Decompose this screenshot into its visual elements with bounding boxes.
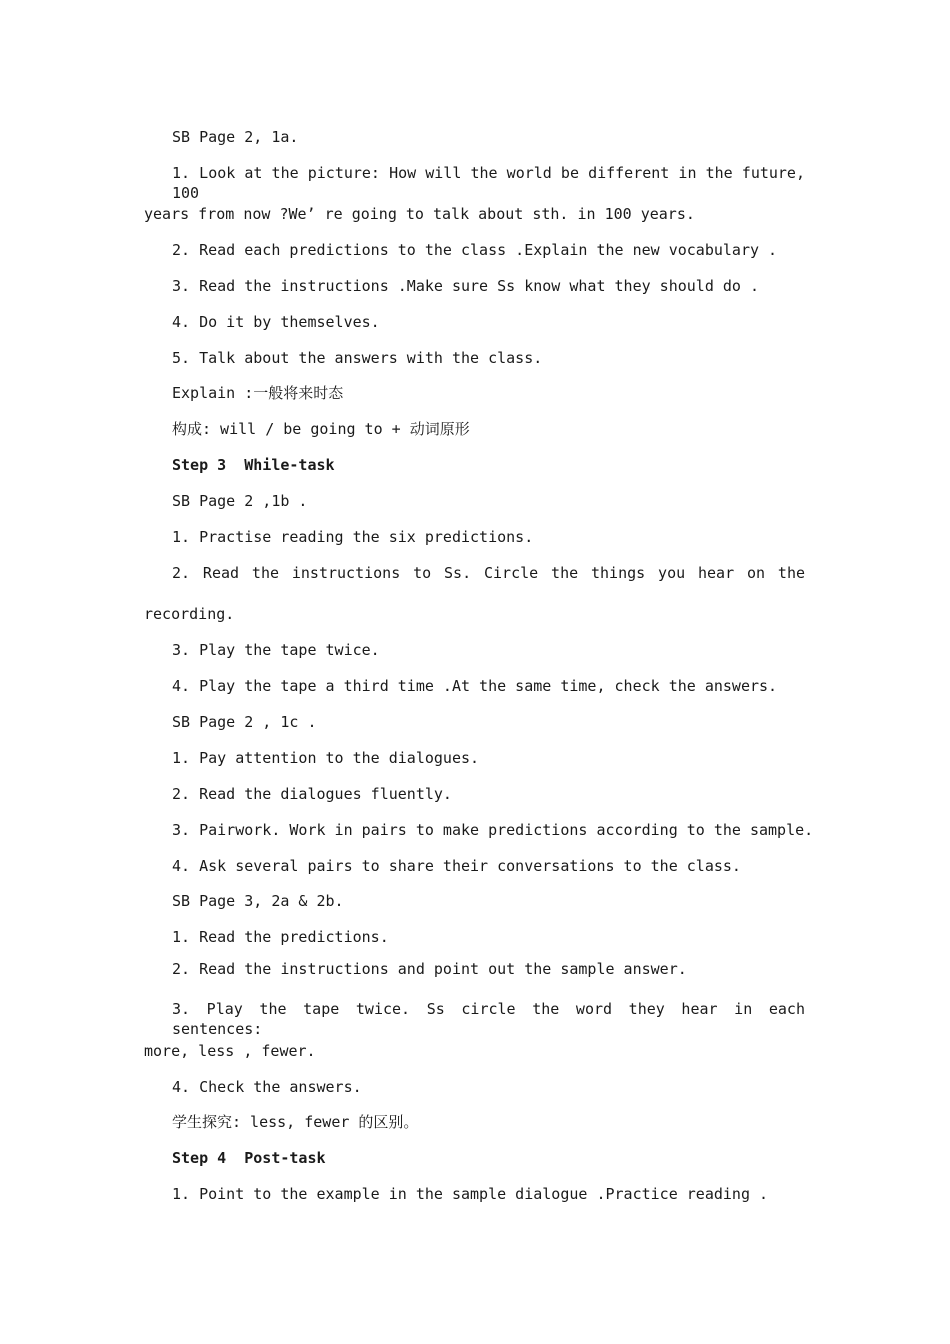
text-line: 4. Do it by themselves. [172,313,380,331]
section-heading: Step 4 Post-task [172,1149,326,1167]
text-line: 2. Read the instructions to Ss. Circle the things you hear on the [172,564,805,582]
text-line: SB Page 3, 2a & 2b. [172,892,344,910]
text-line: 1. Point to the example in the sample dialogue .Practice reading . [172,1185,769,1203]
text-line: 4. Ask several pairs to share their conversations to the class. [172,857,741,875]
text-line: 2. Read the instructions and point out the sample answer. [172,960,687,978]
text-line: 1. Practise reading the six predictions. [172,528,534,546]
text-line: Explain :一般将来时态 [172,384,344,402]
text-line: 构成: will / be going to + 动词原形 [172,420,470,438]
text-line: more, less , fewer. [144,1042,316,1060]
text-line: 5. Talk about the answers with the class. [172,349,543,367]
text-line: SB Page 2 , 1c . [172,713,317,731]
text-line: SB Page 2 ,1b . [172,492,308,510]
text-line: 1. Pay attention to the dialogues. [172,749,480,767]
text-line: 4. Play the tape a third time .At the same time, check the answers. [172,677,778,695]
text-line: 3. Read the instructions .Make sure Ss know what they should do . [172,277,759,295]
text-line: recording. [144,605,235,623]
text-line: 3. Play the tape twice. [172,641,380,659]
text-line: years from now ?We’ re going to talk about sth. in 100 years. [144,205,695,223]
section-heading: Step 3 While-task [172,456,335,474]
text-line: 2. Read each predictions to the class .Explain the new vocabulary . [172,241,778,259]
text-line: 3. Play the tape twice. Ss circle the word they hear in each sentences: [172,1000,805,1038]
text-line: 学生探究: less, fewer 的区别。 [172,1113,419,1131]
text-line: 2. Read the dialogues fluently. [172,785,452,803]
text-line: 4. Check the answers. [172,1078,362,1096]
text-line: SB Page 2, 1a. [172,128,299,146]
text-line: 3. Pairwork. Work in pairs to make predictions according to the sample. [172,821,814,839]
text-line: 1. Look at the picture: How will the world be different in the future, 100 [172,164,805,202]
text-line: 1. Read the predictions. [172,928,389,946]
